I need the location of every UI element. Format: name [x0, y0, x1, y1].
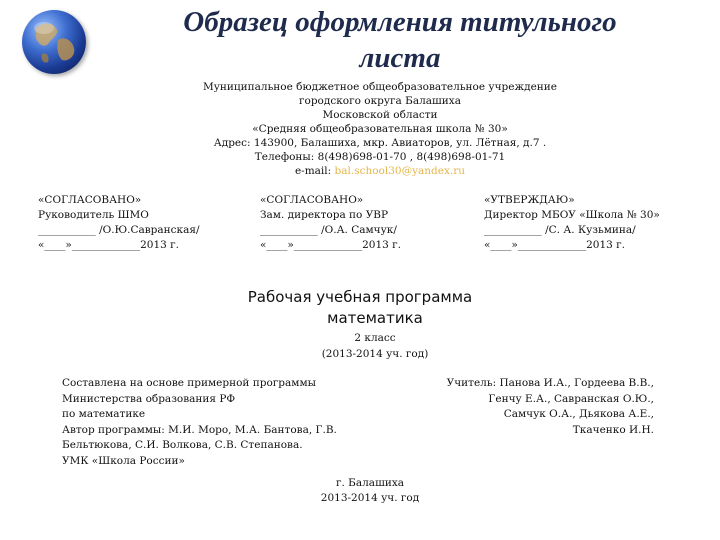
basis-line: Бельтюкова, С.И. Волкова, С.В. Степанова. — [62, 439, 303, 451]
teacher-line: Самчук О.А., Дьякова А.Е., — [503, 408, 654, 420]
basis-line: Автор программы: М.И. Моро, М.А. Бантова, Г.В. — [62, 423, 337, 436]
basis-line: УМК «Школа России» — [62, 454, 185, 467]
school-region-line: Московской области — [322, 109, 438, 121]
approval-date: «____»_____________2013 г. — [484, 239, 625, 251]
approval-signature: ___________ /О.Ю.Савранская/ — [38, 224, 200, 236]
approval-shmo — [38, 193, 200, 253]
globe-continents — [22, 10, 86, 74]
basis-line: Составлена на основе примерной программы — [62, 377, 316, 389]
approval-director — [484, 193, 660, 253]
school-name-line: «Средняя общеобразовательная школа № 30» — [252, 123, 508, 135]
teacher-line: Генчу Е.А., Савранская О.Ю., — [488, 392, 654, 405]
school-address-line: Адрес: 143900, Балашиха, мкр. Авиаторов, ул. Лётная, д.7 . — [213, 137, 547, 149]
program-grade: 2 класс — [354, 332, 396, 344]
approval-deputy — [260, 193, 401, 253]
school-header — [190, 80, 570, 178]
program-title: Рабочая учебная программа — [247, 288, 473, 306]
school-phones-line: Телефоны: 8(498)698-01-70 , 8(498)698-01-71 — [254, 151, 506, 163]
approval-signature: ___________ /О.А. Самчук/ — [260, 224, 397, 236]
teacher-line: Учитель: Панова И.А., Гордеева В.В., — [446, 377, 654, 389]
footer — [0, 476, 720, 506]
approval-role: Зам. директора по УВР — [260, 209, 389, 221]
program-year: (2013-2014 уч. год) — [321, 348, 429, 360]
approval-role: Руководитель ШМО — [38, 209, 149, 221]
email-link[interactable]: bal.school30@yandex.ru — [334, 165, 466, 177]
approval-heading: «УТВЕРЖДАЮ» — [484, 194, 575, 206]
approval-heading: «СОГЛАСОВАНО» — [38, 194, 142, 206]
program-subject: математика — [327, 309, 423, 327]
basis-line: Министерства образования РФ — [62, 392, 236, 405]
basis-line: по математике — [62, 408, 146, 420]
approval-signature: ___________ /С. А. Кузьмина/ — [484, 224, 636, 236]
teachers-list — [447, 376, 654, 438]
email-label: e-mail: — [294, 165, 335, 177]
footer-city: г. Балашиха — [335, 477, 405, 489]
teacher-line: Ткаченко И.Н. — [572, 423, 654, 436]
footer-year: 2013-2014 уч. год — [320, 492, 420, 504]
globe-icon — [22, 10, 86, 74]
approval-role: Директор МБОУ «Школа № 30» — [484, 209, 660, 221]
program-basis — [62, 376, 337, 469]
school-district-line: городского округа Балашиха — [299, 95, 461, 107]
page-title: Образец оформления титульного листа — [183, 6, 617, 74]
school-type-line: Муниципальное бюджетное общеобразовательное учреждение — [202, 81, 558, 93]
approval-date: «____»_____________2013 г. — [38, 239, 179, 251]
approval-date: «____»_____________2013 г. — [260, 239, 401, 251]
school-email-line — [190, 164, 570, 178]
approval-heading: «СОГЛАСОВАНО» — [260, 194, 364, 206]
